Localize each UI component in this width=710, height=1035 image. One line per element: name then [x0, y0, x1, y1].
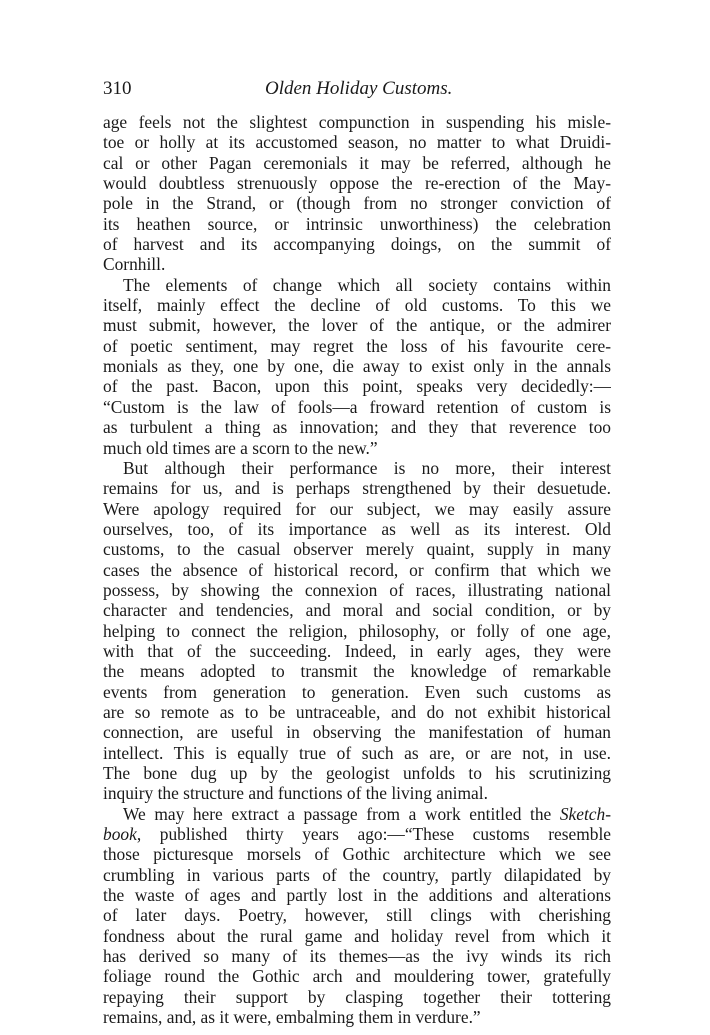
- text-line: has derived so many of its themes—as the ivy winds its rich: [103, 946, 611, 967]
- text-line: of harvest and its accompanying doings, on the summit of: [103, 234, 611, 255]
- body-text: [103, 112, 611, 1027]
- text-line: book, published thirty years ago:—“These customs resemble: [103, 824, 611, 845]
- text-line: intellect. This is equally true of such as are, or are not, in use.: [103, 742, 611, 763]
- text-line: “Custom is the law of fools—a froward retention of custom is: [103, 396, 611, 417]
- text-line: events from generation to generation. Even such customs as: [103, 681, 611, 702]
- text-line: foliage round the Gothic arch and mouldering tower, gratefully: [103, 966, 611, 987]
- text-line: customs, to the casual observer merely quaint, supply in many: [103, 539, 611, 560]
- text-line: The bone dug up by the geologist unfolds to his scrutinizing: [103, 763, 611, 783]
- text-line: crumbling in various parts of the country, partly dilapidated by: [103, 864, 611, 885]
- text-line: remains for us, and is perhaps strengthened by their desuetude.: [103, 478, 611, 499]
- text-line: Were apology required for our subject, we may easily assure: [103, 498, 611, 519]
- text-line: pole in the Strand, or (though from no stronger conviction of: [103, 193, 611, 214]
- text-line: cases the absence of historical record, or confirm that which we: [103, 559, 611, 580]
- book-page: [103, 78, 611, 1027]
- text-line: connection, are useful in observing the manifestation of human: [103, 722, 611, 743]
- text-line: age feels not the slightest compunction in suspending his misle-: [103, 112, 611, 132]
- text-line: monials as they, one by one, die away to exist only in the annals: [103, 356, 611, 377]
- running-title: Olden Holiday Customs.: [265, 78, 453, 99]
- running-head: [103, 78, 611, 104]
- page-number: 310: [103, 78, 132, 99]
- text-line: possess, by showing the connexion of races, illustrating national: [103, 579, 611, 600]
- text-line: must submit, however, the lover of the antique, or the admirer: [103, 315, 611, 336]
- text-line: much old times are a scorn to the new.”: [103, 437, 378, 458]
- text-line: would doubtless strenuously oppose the re-erection of the May-: [103, 173, 611, 194]
- text-line: of poetic sentiment, may regret the loss of his favourite cere-: [103, 335, 611, 356]
- text-line: character and tendencies, and moral and social condition, or by: [103, 600, 611, 621]
- text-line: its heathen source, or intrinsic unworthiness) the celebration: [103, 213, 611, 234]
- text-line: Cornhill.: [103, 254, 166, 275]
- text-line: We may here extract a passage from a work entitled the Sketch-: [123, 803, 611, 824]
- text-line: remains, and, as it were, embalming them in verdure.”: [103, 1007, 481, 1028]
- text-line: The elements of change which all society contains within: [123, 274, 611, 295]
- text-line: the means adopted to transmit the knowledge of remarkable: [103, 661, 611, 682]
- text-line: ourselves, too, of its importance as well as its interest. Old: [103, 518, 611, 539]
- text-line: inquiry the structure and functions of the living animal.: [103, 783, 488, 804]
- text-line: cal or other Pagan ceremonials it may be referred, although he: [103, 152, 611, 173]
- text-line: But although their performance is no more, their interest: [123, 457, 611, 478]
- text-line: those picturesque morsels of Gothic architecture which we see: [103, 844, 611, 865]
- text-line: toe or holly at its accustomed season, no matter to what Druidi-: [103, 132, 611, 153]
- text-line: of later days. Poetry, however, still clings with cherishing: [103, 905, 611, 926]
- text-line: of the past. Bacon, upon this point, speaks very decidedly:—: [103, 376, 611, 397]
- text-line: fondness about the rural game and holiday revel from which it: [103, 925, 611, 946]
- text-line: itself, mainly effect the decline of old customs. To this we: [103, 295, 611, 316]
- text-line: are so remote as to be untraceable, and do not exhibit historical: [103, 701, 611, 722]
- text-line: as turbulent a thing as innovation; and they that reverence too: [103, 417, 611, 438]
- text-line: the waste of ages and partly lost in the additions and alterations: [103, 885, 611, 906]
- text-line: with that of the succeeding. Indeed, in early ages, they were: [103, 640, 611, 661]
- text-line: repaying their support by clasping together their tottering: [103, 986, 611, 1007]
- text-line: helping to connect the religion, philosophy, or folly of one age,: [103, 620, 611, 641]
